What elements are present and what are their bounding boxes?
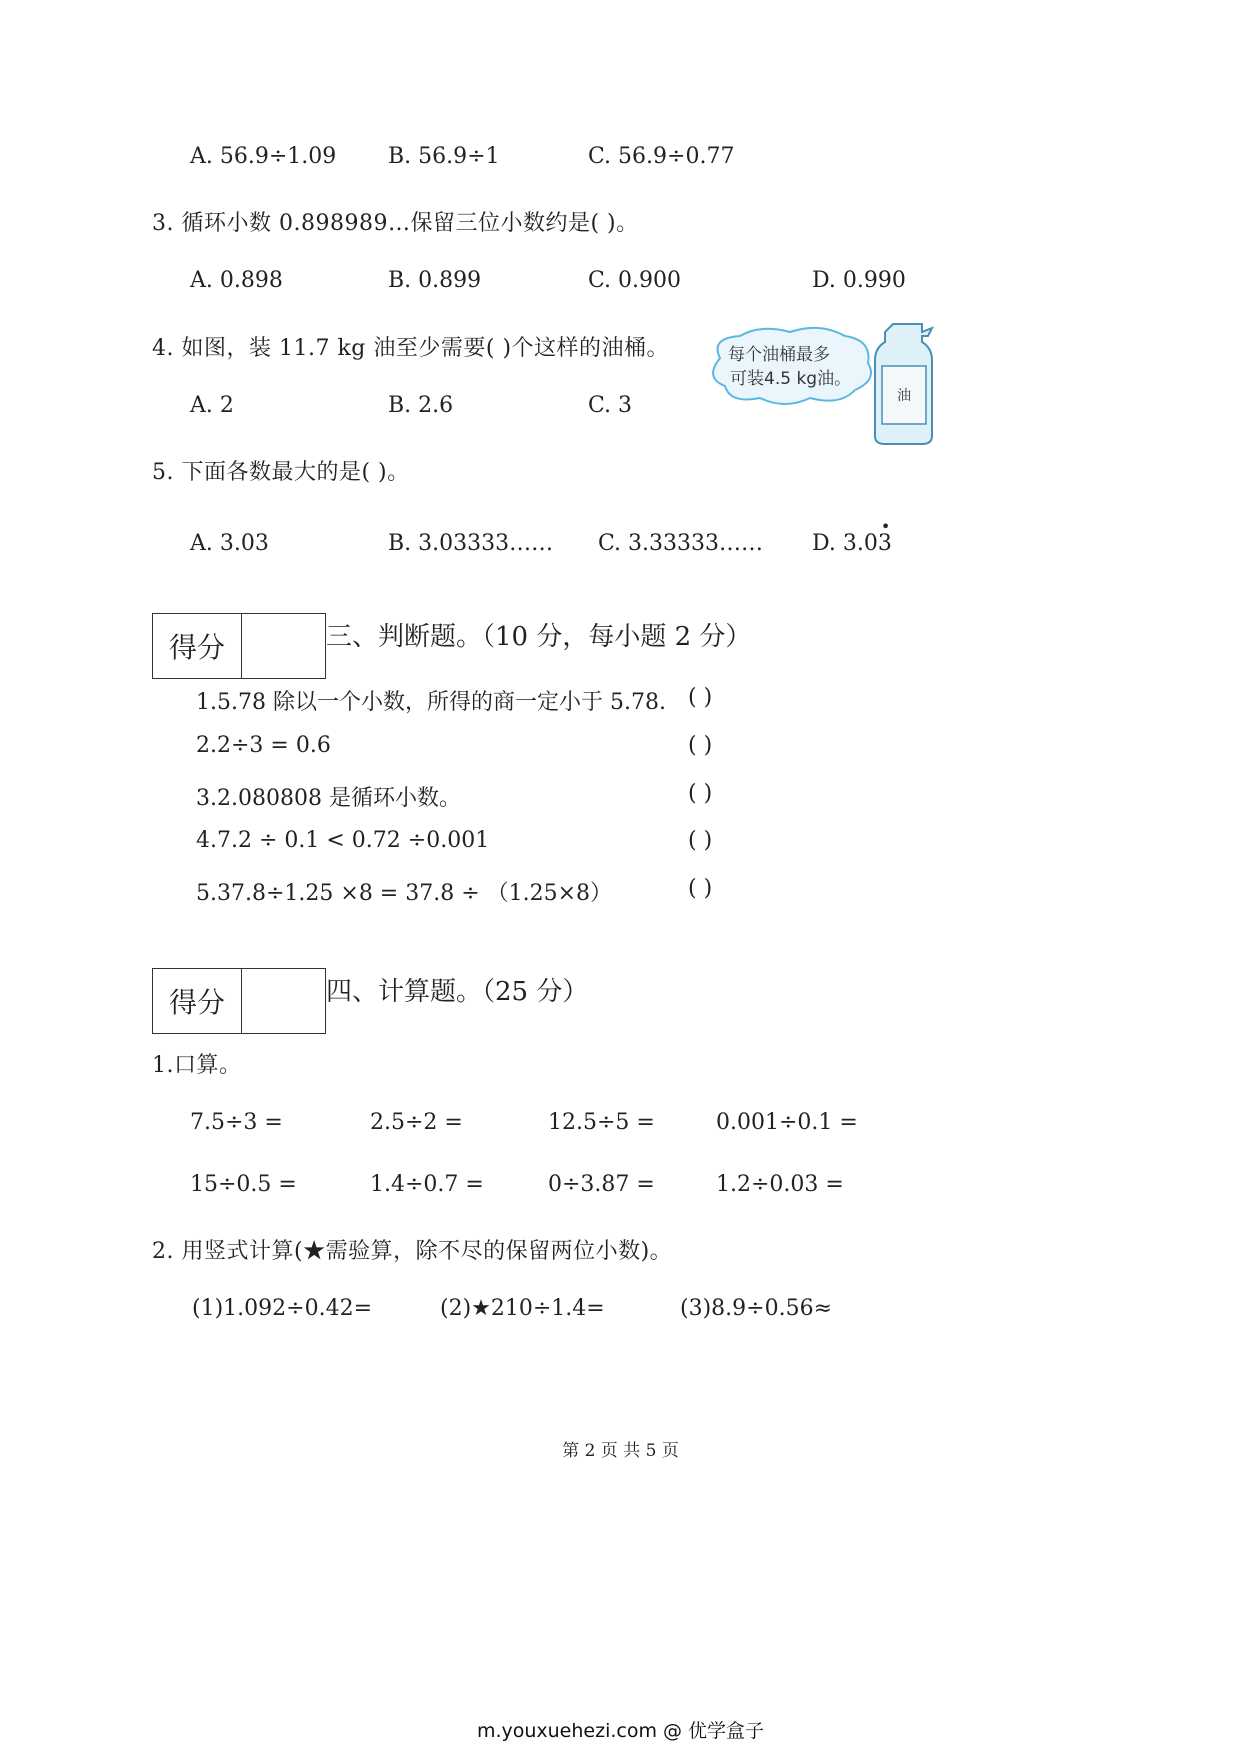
bottle-label: 油 — [897, 388, 911, 404]
section3-title: 三、判断题。（10 分，每小题 2 分） — [326, 622, 752, 652]
oral-row2-item2: 1.4÷0.7 = — [370, 1172, 484, 1197]
section4-title: 四、计算题。（25 分） — [326, 977, 589, 1007]
q5-option-a: A. 3.03 — [190, 531, 269, 556]
judge-answer-3[interactable]: ( ) — [688, 781, 713, 806]
oral-row1-item3: 12.5÷5 = — [548, 1110, 655, 1135]
section3-score-box — [152, 613, 326, 679]
oral-row1-item4: 0.001÷0.1 = — [716, 1110, 858, 1135]
q4-option-a: A. 2 — [190, 393, 234, 418]
bubble-line-1: 每个油桶最多 — [728, 345, 830, 365]
q3-option-b: B. 0.899 — [388, 268, 482, 293]
section4-score-label: 得分 — [153, 969, 242, 1033]
judge-answer-4[interactable]: ( ) — [688, 828, 713, 853]
q2-option-a: A. 56.9÷1.09 — [190, 144, 337, 169]
vertical-calc-3: (3)8.9÷0.56≈ — [680, 1296, 833, 1321]
q3-option-c: C. 0.900 — [588, 268, 682, 293]
q4-question: 4. 如图，装 11.7 kg 油至少需要( )个这样的油桶。 — [152, 336, 670, 361]
section3-score-label: 得分 — [153, 614, 242, 678]
judge-item-1: 1.5.78 除以一个小数，所得的商一定小于 5.78. — [196, 690, 666, 715]
q3-question: 3. 循环小数 0.898989…保留三位小数约是( )。 — [152, 211, 639, 236]
q5-option-b: B. 3.03333…… — [388, 531, 554, 556]
oral-row2-item1: 15÷0.5 = — [190, 1172, 297, 1197]
oil-bottle-icon — [875, 324, 932, 444]
q4-option-c: C. 3 — [588, 393, 633, 418]
judge-answer-1[interactable]: ( ) — [688, 685, 713, 710]
judge-item-4: 4.7.2 ÷ 0.1 < 0.72 ÷0.001 — [196, 828, 490, 853]
oral-row1-item2: 2.5÷2 = — [370, 1110, 463, 1135]
speech-bubble — [713, 328, 871, 404]
vertical-calc-2: (2)★210÷1.4= — [440, 1296, 605, 1321]
q3-option-a: A. 0.898 — [190, 268, 283, 293]
judge-answer-2[interactable]: ( ) — [688, 733, 713, 758]
oral-row1-item1: 7.5÷3 = — [190, 1110, 283, 1135]
watermark: m.youxuehezi.com @ 优学盒子 — [476, 1720, 765, 1742]
q4-option-b: B. 2.6 — [388, 393, 454, 418]
repeat-dot-icon: • — [880, 517, 891, 536]
vertical-calc-heading: 2. 用竖式计算(★需验算，除不尽的保留两位小数)。 — [152, 1239, 673, 1264]
oral-row2-item4: 1.2÷0.03 = — [716, 1172, 844, 1197]
bubble-line-2: 可装4.5 kg油。 — [730, 369, 852, 389]
q2-option-b: B. 56.9÷1 — [388, 144, 500, 169]
oil-bottle-illustration — [700, 318, 940, 453]
oral-calc-heading: 1.口算。 — [152, 1053, 242, 1078]
vertical-calc-1: (1)1.092÷0.42= — [192, 1296, 372, 1321]
judge-answer-5[interactable]: ( ) — [688, 876, 713, 901]
judge-item-5: 5.37.8÷1.25 ×8 = 37.8 ÷ （1.25×8） — [196, 881, 613, 906]
q5-option-d-prefix: D. 3.0 — [812, 531, 878, 556]
judge-item-3: 3.2.080808 是循环小数。 — [196, 786, 461, 811]
oral-row2-item3: 0÷3.87 = — [548, 1172, 655, 1197]
section4-score-box — [152, 968, 326, 1034]
repeating-digit: • 3 — [877, 517, 892, 556]
q2-option-c: C. 56.9÷0.77 — [588, 144, 735, 169]
page-number: 第 2 页 共 5 页 — [562, 1441, 679, 1461]
judge-item-2: 2.2÷3 = 0.6 — [196, 733, 331, 758]
q5-option-c: C. 3.33333…… — [598, 531, 764, 556]
q5-option-d — [812, 517, 892, 556]
q5-question: 5. 下面各数最大的是( )。 — [152, 460, 410, 485]
q3-option-d: D. 0.990 — [812, 268, 906, 293]
